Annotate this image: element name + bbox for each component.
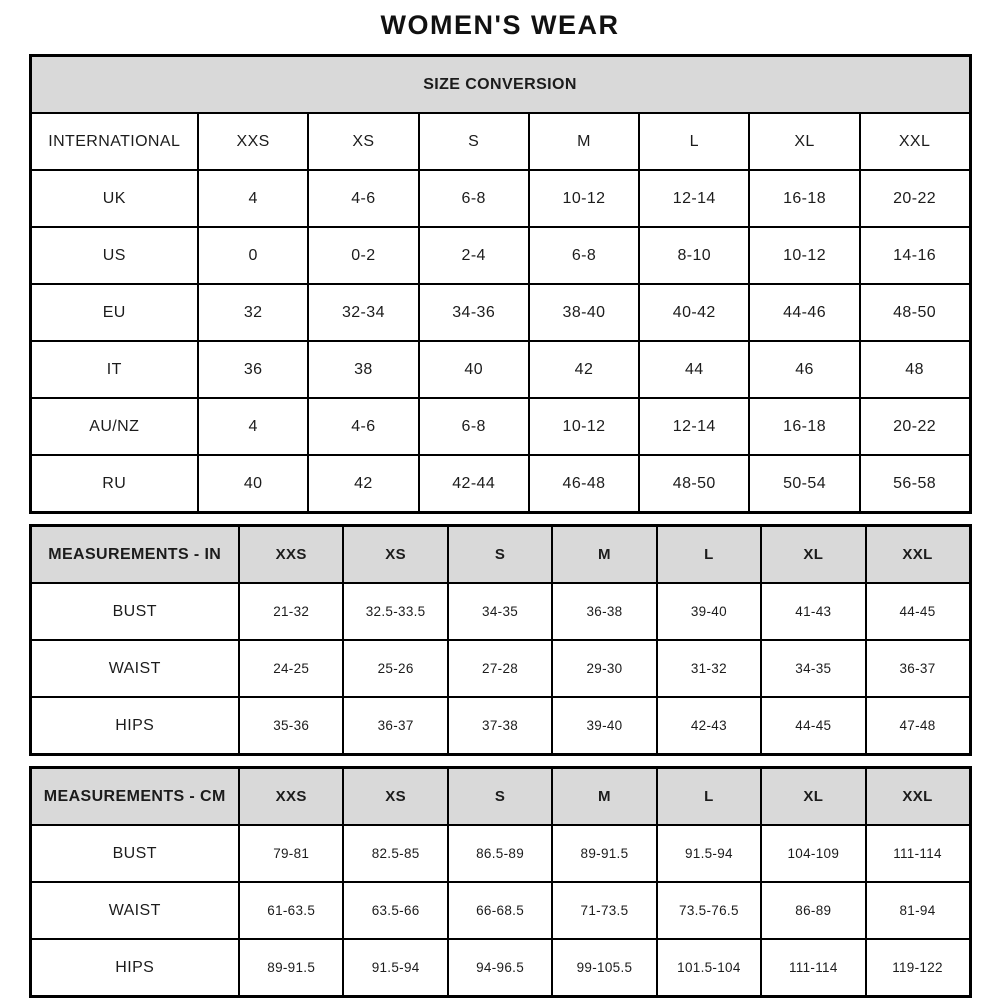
table-header-row [30,768,970,826]
value-cell: 0-2 [308,227,418,284]
value-cell: 46 [749,341,859,398]
value-cell: 40-42 [639,284,749,341]
row-label: IT [30,341,198,398]
value-cell: 66-68.5 [448,882,552,939]
value-cell: 20-22 [860,398,970,455]
value-cell: 42 [308,455,418,513]
table-row [30,341,970,398]
value-cell: 24-25 [239,640,343,697]
value-cell: 36-38 [552,583,656,640]
size-header: S [448,768,552,826]
value-cell: 99-105.5 [552,939,656,997]
value-cell: 36 [198,341,308,398]
value-cell: XS [308,113,418,170]
value-cell: 44-45 [866,583,970,640]
value-cell: 10-12 [749,227,859,284]
value-cell: 25-26 [343,640,447,697]
row-label: HIPS [30,939,239,997]
size-header: XXS [239,768,343,826]
value-cell: 41-43 [761,583,865,640]
value-cell: 46-48 [529,455,639,513]
value-cell: 0 [198,227,308,284]
value-cell: 37-38 [448,697,552,755]
value-cell: 89-91.5 [552,825,656,882]
value-cell: 10-12 [529,170,639,227]
value-cell: 81-94 [866,882,970,939]
value-cell: 6-8 [419,170,529,227]
size-header: M [552,526,656,584]
size-conversion-title: SIZE CONVERSION [30,56,970,114]
measurements-cm-title: MEASUREMENTS - CM [30,768,239,826]
value-cell: 29-30 [552,640,656,697]
size-header: L [657,768,761,826]
size-header: L [657,526,761,584]
size-conversion-table [29,54,972,514]
value-cell: 44-45 [761,697,865,755]
value-cell: 89-91.5 [239,939,343,997]
value-cell: 44-46 [749,284,859,341]
value-cell: 47-48 [866,697,970,755]
value-cell: 94-96.5 [448,939,552,997]
value-cell: XXS [198,113,308,170]
size-chart-page [29,0,972,998]
value-cell: 12-14 [639,398,749,455]
table-title-row [30,56,970,114]
value-cell: 4-6 [308,398,418,455]
value-cell: 42-43 [657,697,761,755]
size-header: XS [343,768,447,826]
value-cell: 34-36 [419,284,529,341]
row-label: RU [30,455,198,513]
value-cell: 63.5-66 [343,882,447,939]
value-cell: 56-58 [860,455,970,513]
value-cell: 79-81 [239,825,343,882]
value-cell: 119-122 [866,939,970,997]
value-cell: 27-28 [448,640,552,697]
value-cell: 71-73.5 [552,882,656,939]
value-cell: 6-8 [419,398,529,455]
value-cell: 20-22 [860,170,970,227]
size-header: XL [761,526,865,584]
value-cell: 40 [198,455,308,513]
value-cell: 101.5-104 [657,939,761,997]
table-row [30,227,970,284]
table-row [30,113,970,170]
row-label: US [30,227,198,284]
row-label: INTERNATIONAL [30,113,198,170]
value-cell: 8-10 [639,227,749,284]
value-cell: 42 [529,341,639,398]
value-cell: 111-114 [761,939,865,997]
size-header: XXL [866,768,970,826]
row-label: AU/NZ [30,398,198,455]
value-cell: 48 [860,341,970,398]
value-cell: 16-18 [749,170,859,227]
value-cell: 14-16 [860,227,970,284]
measurements-in-table [29,524,972,756]
value-cell: 38 [308,341,418,398]
value-cell: L [639,113,749,170]
value-cell: 48-50 [860,284,970,341]
row-label: WAIST [30,882,239,939]
value-cell: 111-114 [866,825,970,882]
value-cell: 40 [419,341,529,398]
value-cell: 4-6 [308,170,418,227]
table-header-row [30,526,970,584]
row-label: BUST [30,583,239,640]
value-cell: 6-8 [529,227,639,284]
value-cell: 42-44 [419,455,529,513]
value-cell: XXL [860,113,970,170]
value-cell: 73.5-76.5 [657,882,761,939]
value-cell: 10-12 [529,398,639,455]
value-cell: 32 [198,284,308,341]
value-cell: 48-50 [639,455,749,513]
table-row [30,939,970,997]
value-cell: 2-4 [419,227,529,284]
value-cell: M [529,113,639,170]
table-row [30,170,970,227]
value-cell: 34-35 [448,583,552,640]
size-header: XXS [239,526,343,584]
value-cell: 34-35 [761,640,865,697]
value-cell: 61-63.5 [239,882,343,939]
table-row [30,697,970,755]
value-cell: 12-14 [639,170,749,227]
value-cell: 16-18 [749,398,859,455]
value-cell: 82.5-85 [343,825,447,882]
value-cell: 91.5-94 [657,825,761,882]
value-cell: 35-36 [239,697,343,755]
value-cell: S [419,113,529,170]
value-cell: 36-37 [343,697,447,755]
row-label: UK [30,170,198,227]
value-cell: 50-54 [749,455,859,513]
row-label: BUST [30,825,239,882]
size-header: M [552,768,656,826]
value-cell: 39-40 [552,697,656,755]
value-cell: 4 [198,398,308,455]
table-row [30,284,970,341]
value-cell: 32-34 [308,284,418,341]
table-row [30,398,970,455]
value-cell: 39-40 [657,583,761,640]
value-cell: 104-109 [761,825,865,882]
table-row [30,882,970,939]
value-cell: 36-37 [866,640,970,697]
value-cell: 32.5-33.5 [343,583,447,640]
table-row [30,583,970,640]
value-cell: 38-40 [529,284,639,341]
size-header: XS [343,526,447,584]
value-cell: 4 [198,170,308,227]
size-header: XXL [866,526,970,584]
row-label: WAIST [30,640,239,697]
table-row [30,825,970,882]
measurements-in-title: MEASUREMENTS - IN [30,526,239,584]
page-title: WOMEN'S WEAR [380,10,620,40]
table-row [30,640,970,697]
value-cell: 86-89 [761,882,865,939]
size-header: S [448,526,552,584]
value-cell: XL [749,113,859,170]
table-row [30,455,970,513]
measurements-cm-table [29,766,972,998]
value-cell: 44 [639,341,749,398]
value-cell: 31-32 [657,640,761,697]
value-cell: 21-32 [239,583,343,640]
size-header: XL [761,768,865,826]
row-label: EU [30,284,198,341]
value-cell: 91.5-94 [343,939,447,997]
value-cell: 86.5-89 [448,825,552,882]
row-label: HIPS [30,697,239,755]
